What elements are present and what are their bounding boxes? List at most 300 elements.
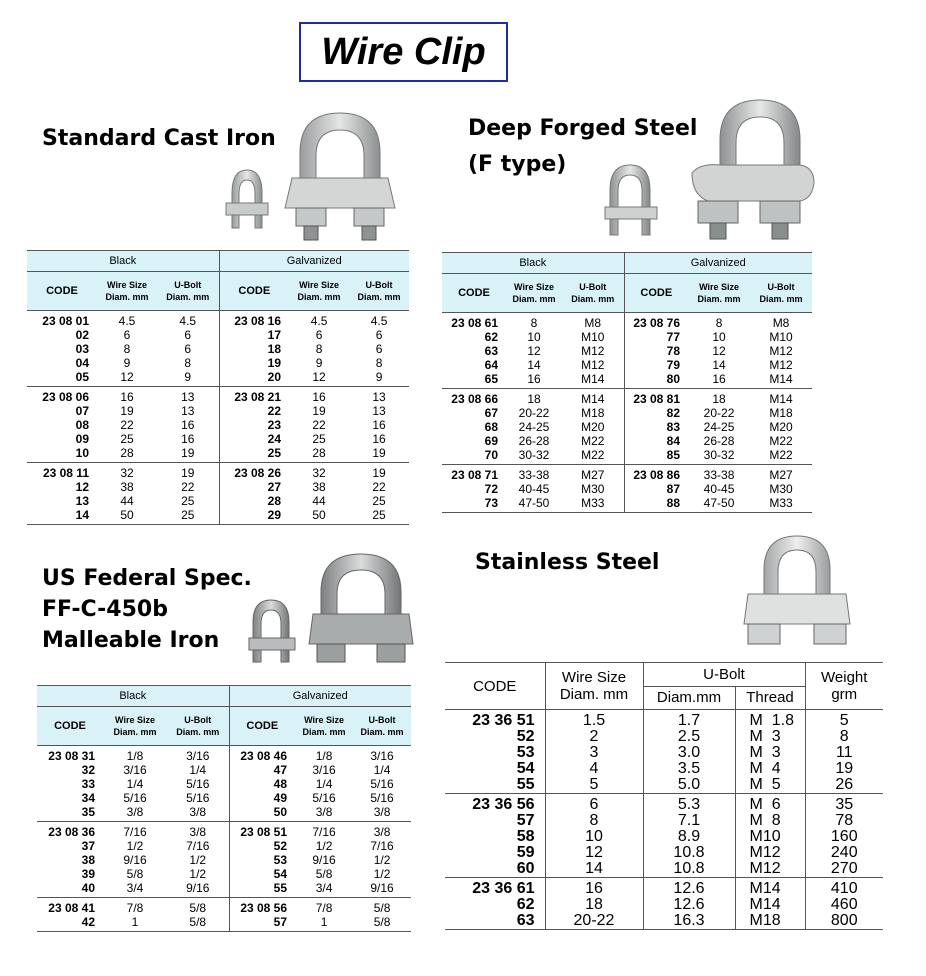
code-cell: 23 08 36 xyxy=(48,825,95,839)
thread-cell: M18 xyxy=(735,913,805,930)
table-row xyxy=(442,406,812,420)
code-cell: 60 xyxy=(445,861,545,878)
code-cell: 19 xyxy=(219,356,289,370)
code-cell: 23 08 41 xyxy=(48,901,95,915)
ubolt-cell: M27 xyxy=(769,468,793,482)
ubolt-cell: 25 xyxy=(349,508,409,525)
weight-cell: 800 xyxy=(805,913,883,930)
wire-size-cell: 5/16 xyxy=(312,791,336,805)
header-line: Diam. mm xyxy=(302,727,346,737)
code-cell: 04 xyxy=(75,356,89,370)
table-row xyxy=(27,328,409,342)
table-row xyxy=(442,330,812,344)
code-cell: 34 xyxy=(81,791,95,805)
wire-size-cell: 1/2 xyxy=(315,839,333,853)
wire-size-cell: 4 xyxy=(545,761,643,777)
wire-size-cell: 8 xyxy=(530,316,538,330)
ubolt-cell: M33 xyxy=(562,496,624,513)
table-row xyxy=(27,356,409,370)
table-row xyxy=(27,342,409,356)
ubolt-cell: 8 xyxy=(184,356,192,370)
wire-size-cell: 50 xyxy=(289,508,349,525)
column-header-code: CODE xyxy=(37,707,103,746)
column-header-weight xyxy=(805,663,883,710)
table-row xyxy=(37,763,411,777)
ubolt-diam-cell: 7.1 xyxy=(643,813,735,829)
table-row xyxy=(37,898,411,916)
code-cell: 53 xyxy=(229,853,295,867)
code-cell: 02 xyxy=(75,328,89,342)
wire-size-cell: 4.5 xyxy=(118,314,136,328)
column-header-ubolt: U-Bolt xyxy=(643,663,805,687)
ubolt-diam-cell: 10.8 xyxy=(643,861,735,878)
code-cell: 62 xyxy=(516,896,535,913)
table-row xyxy=(442,389,812,407)
ubolt-cell: 4.5 xyxy=(179,314,197,328)
column-header-ubolt xyxy=(349,272,409,311)
code-cell: 59 xyxy=(516,844,535,861)
table-row xyxy=(445,710,883,730)
code-cell: 52 xyxy=(516,728,535,745)
wire-size-cell: 2 xyxy=(545,729,643,745)
column-header-ubolt xyxy=(750,274,812,313)
ubolt-cell: M10 xyxy=(581,330,605,344)
wire-size-cell: 3/16 xyxy=(123,763,147,777)
ubolt-cell: 9/16 xyxy=(353,881,411,898)
wire-size-cell: 33-38 xyxy=(518,468,550,482)
table-row xyxy=(37,746,411,764)
heading-line: Stainless Steel xyxy=(475,550,660,575)
ubolt-cell: 25 xyxy=(157,508,219,525)
wire-size-cell: 6 xyxy=(545,794,643,814)
weight-cell: 8 xyxy=(805,729,883,745)
wire-size-cell: 5/8 xyxy=(126,867,144,881)
table-row xyxy=(442,482,812,496)
ubolt-cell: 1/2 xyxy=(189,853,207,867)
code-cell: 03 xyxy=(75,342,89,356)
ubolt-cell: M33 xyxy=(750,496,812,513)
code-cell: 49 xyxy=(229,791,295,805)
code-cell: 35 xyxy=(37,805,103,822)
wire-size-cell: 12 xyxy=(712,344,726,358)
wire-size-cell: 40-45 xyxy=(703,482,735,496)
wire-size-cell: 3/4 xyxy=(295,881,353,898)
header-line: Diam. mm xyxy=(697,294,741,304)
code-cell: 05 xyxy=(27,370,97,387)
wire-size-cell: 24-25 xyxy=(703,420,735,434)
wire-size-cell: 28 xyxy=(97,446,157,463)
wire-size-cell: 47-50 xyxy=(688,496,750,513)
ubolt-cell: 9 xyxy=(349,370,409,387)
table-row xyxy=(442,344,812,358)
heading-federal xyxy=(42,563,252,656)
table-row xyxy=(27,387,409,405)
code-cell: 23 08 01 xyxy=(42,314,89,328)
wire-size-cell: 12 xyxy=(97,370,157,387)
ubolt-cell: 5/8 xyxy=(353,915,411,932)
code-cell: 17 xyxy=(219,328,289,342)
code-cell: 23 08 16 xyxy=(219,311,289,329)
code-cell: 78 xyxy=(624,344,688,358)
weight-cell: 19 xyxy=(805,761,883,777)
wire-size-cell: 12 xyxy=(289,370,349,387)
column-header-ubolt xyxy=(353,707,411,746)
group-header: Galvanized xyxy=(624,253,812,274)
ubolt-cell: 6 xyxy=(375,328,383,342)
thread-cell: M12 xyxy=(735,861,805,878)
wire-size-cell: 16 xyxy=(545,878,643,898)
wire-size-cell: 7/8 xyxy=(315,901,333,915)
code-cell: 68 xyxy=(484,420,498,434)
wire-size-cell: 40-45 xyxy=(518,482,550,496)
ubolt-cell: M12 xyxy=(769,344,793,358)
code-cell: 23 08 11 xyxy=(42,466,89,480)
table-row xyxy=(445,813,883,829)
table-row xyxy=(27,508,409,525)
code-cell: 57 xyxy=(516,812,535,829)
code-cell: 23 08 06 xyxy=(42,390,89,404)
wire-size-cell: 8 xyxy=(123,342,131,356)
header-line: Diam. mm xyxy=(759,294,803,304)
header-line: Wire Size xyxy=(107,280,147,290)
code-cell: 50 xyxy=(229,805,295,822)
ubolt-cell: 19 xyxy=(349,446,409,463)
wire-size-cell: 1 xyxy=(103,915,167,932)
wire-size-cell: 9 xyxy=(123,356,131,370)
weight-cell: 460 xyxy=(805,897,883,913)
table-row xyxy=(445,861,883,878)
wire-size-cell: 14 xyxy=(545,861,643,878)
table-row xyxy=(445,878,883,898)
code-cell: 22 xyxy=(219,404,289,418)
title-box xyxy=(299,22,508,82)
code-cell: 23 08 56 xyxy=(229,898,295,916)
table-row xyxy=(445,913,883,930)
code-cell: 54 xyxy=(516,760,535,777)
code-cell: 48 xyxy=(229,777,295,791)
wire-size-cell: 18 xyxy=(545,897,643,913)
code-cell: 23 08 71 xyxy=(451,468,498,482)
ubolt-cell: 13 xyxy=(181,404,195,418)
code-cell: 63 xyxy=(484,344,498,358)
standard-catalog-table xyxy=(27,250,409,525)
ubolt-cell: 3/8 xyxy=(167,805,229,822)
ubolt-cell: 9/16 xyxy=(167,881,229,898)
ubolt-cell: 5/16 xyxy=(186,777,210,791)
wire-size-cell: 7/16 xyxy=(123,825,147,839)
wire-size-cell: 8 xyxy=(315,342,323,356)
wire-size-cell: 20-22 xyxy=(545,913,643,930)
code-cell: 20 xyxy=(219,370,289,387)
wire-size-cell: 19 xyxy=(312,404,326,418)
ubolt-cell: M8 xyxy=(772,316,790,330)
wire-size-cell: 3/16 xyxy=(312,763,336,777)
wire-size-cell: 3/4 xyxy=(103,881,167,898)
code-cell: 88 xyxy=(624,496,688,513)
code-cell: 29 xyxy=(219,508,289,525)
code-cell: 62 xyxy=(484,330,498,344)
header-line: Wire Size xyxy=(299,280,339,290)
code-cell: 23 08 66 xyxy=(451,392,498,406)
table-row xyxy=(442,372,812,389)
ubolt-diam-cell: 10.8 xyxy=(643,845,735,861)
heading-stainless xyxy=(475,548,659,578)
wire-size-cell: 22 xyxy=(120,418,134,432)
wire-clip-stainless-image xyxy=(742,532,852,652)
code-cell: 27 xyxy=(219,480,289,494)
wire-size-cell: 6 xyxy=(315,328,323,342)
column-header-code: CODE xyxy=(229,707,295,746)
table-row xyxy=(442,434,812,448)
table-row xyxy=(442,313,812,331)
wire-size-cell: 5/8 xyxy=(315,867,333,881)
ubolt-cell: 16 xyxy=(372,418,386,432)
wire-size-cell: 1/4 xyxy=(315,777,333,791)
code-cell: 70 xyxy=(442,448,506,465)
wire-size-cell: 50 xyxy=(97,508,157,525)
table-row xyxy=(27,370,409,387)
thread-cell: M14 xyxy=(735,878,805,898)
wire-size-cell: 14 xyxy=(712,358,726,372)
table-row xyxy=(27,446,409,463)
table-row xyxy=(442,496,812,513)
ubolt-cell: 22 xyxy=(181,480,195,494)
wire-size-cell: 12 xyxy=(545,845,643,861)
code-cell: 23 08 81 xyxy=(624,389,688,407)
ubolt-cell: 16 xyxy=(372,432,386,446)
table-row xyxy=(37,915,411,932)
ubolt-cell: 8 xyxy=(375,356,383,370)
code-cell: 07 xyxy=(75,404,89,418)
column-header-code: CODE xyxy=(442,274,506,313)
ubolt-cell: M30 xyxy=(581,482,605,496)
code-cell: 67 xyxy=(484,406,498,420)
wire-size-cell: 1/2 xyxy=(126,839,144,853)
ubolt-cell: M30 xyxy=(769,482,793,496)
weight-cell: 11 xyxy=(805,745,883,761)
code-cell: 23 08 21 xyxy=(219,387,289,405)
heading-line: (F type) xyxy=(468,152,567,177)
ubolt-cell: 3/8 xyxy=(189,825,207,839)
ubolt-cell: 25 xyxy=(181,494,195,508)
wire-size-cell: 44 xyxy=(312,494,326,508)
code-cell: 23 08 76 xyxy=(624,313,688,331)
wire-size-cell: 33-38 xyxy=(703,468,735,482)
column-header-ubolt xyxy=(562,274,624,313)
wire-size-cell: 9 xyxy=(315,356,323,370)
ubolt-cell: 13 xyxy=(372,404,386,418)
ubolt-cell: M12 xyxy=(581,344,605,358)
ubolt-cell: M22 xyxy=(769,434,793,448)
ubolt-cell: M10 xyxy=(769,330,793,344)
wire-size-cell: 19 xyxy=(120,404,134,418)
weight-cell: 35 xyxy=(805,794,883,814)
table-row xyxy=(37,777,411,791)
code-cell: 23 xyxy=(219,418,289,432)
table-row xyxy=(442,420,812,434)
wire-size-cell: 24-25 xyxy=(518,420,550,434)
header-line: Diam. mm xyxy=(297,292,341,302)
weight-cell: 160 xyxy=(805,829,883,845)
code-cell: 63 xyxy=(445,913,545,930)
wire-size-cell: 3/8 xyxy=(103,805,167,822)
wire-clip-cast-iron-image xyxy=(220,108,420,243)
thread-cell: M 8 xyxy=(735,813,805,829)
thread-cell: M 6 xyxy=(735,794,805,814)
heading-line: Standard Cast Iron xyxy=(42,126,276,151)
code-cell: 83 xyxy=(624,420,688,434)
table-row xyxy=(37,822,411,840)
ubolt-diam-cell: 16.3 xyxy=(643,913,735,930)
ubolt-diam-cell: 3.0 xyxy=(643,745,735,761)
header-line: Weight xyxy=(821,669,868,686)
ubolt-cell: M18 xyxy=(769,406,793,420)
header-line: U-Bolt xyxy=(174,280,202,290)
table-row xyxy=(445,777,883,794)
table-federal xyxy=(37,685,411,932)
ubolt-cell: 6 xyxy=(375,342,383,356)
table-row xyxy=(37,805,411,822)
ubolt-cell: M12 xyxy=(581,358,605,372)
code-cell: 24 xyxy=(219,432,289,446)
table-row xyxy=(442,358,812,372)
column-header-wire xyxy=(688,274,750,313)
code-cell: 12 xyxy=(75,480,89,494)
table-row xyxy=(445,845,883,861)
column-header-code: CODE xyxy=(27,272,97,311)
ubolt-cell: M22 xyxy=(750,448,812,465)
table-row xyxy=(27,480,409,494)
code-cell: 18 xyxy=(219,342,289,356)
weight-cell: 410 xyxy=(805,878,883,898)
header-line: Diam. mm xyxy=(360,727,404,737)
wire-size-cell: 1/8 xyxy=(126,749,144,763)
weight-cell: 270 xyxy=(805,861,883,878)
code-cell: 32 xyxy=(81,763,95,777)
thread-cell: M10 xyxy=(735,829,805,845)
wire-clip-malleable-iron-image xyxy=(245,552,415,672)
ubolt-cell: 19 xyxy=(181,466,195,480)
table-row xyxy=(445,729,883,745)
header-line: Diam. mm xyxy=(512,294,556,304)
code-cell: 23 08 26 xyxy=(219,463,289,481)
code-cell: 64 xyxy=(484,358,498,372)
heading-line: FF-C-450b xyxy=(42,597,168,622)
weight-cell: 78 xyxy=(805,813,883,829)
code-cell: 23 08 51 xyxy=(229,822,295,840)
wire-size-cell: 30-32 xyxy=(688,448,750,465)
code-cell: 10 xyxy=(27,446,97,463)
code-cell: 25 xyxy=(219,446,289,463)
header-line: Diam. mm xyxy=(166,292,210,302)
wire-size-cell: 5/16 xyxy=(123,791,147,805)
header-line: Diam. mm xyxy=(105,292,149,302)
wire-size-cell: 1/8 xyxy=(315,749,333,763)
wire-size-cell: 47-50 xyxy=(506,496,562,513)
header-line: U-Bolt xyxy=(579,282,607,292)
ubolt-diam-cell: 3.5 xyxy=(643,761,735,777)
header-line: Wire Size xyxy=(115,715,155,725)
ubolt-cell: 3/8 xyxy=(353,805,411,822)
ubolt-diam-cell: 8.9 xyxy=(643,829,735,845)
wire-size-cell: 25 xyxy=(120,432,134,446)
wire-size-cell: 3 xyxy=(545,745,643,761)
ubolt-cell: 19 xyxy=(157,446,219,463)
header-line: Diam. mm xyxy=(357,292,401,302)
code-cell: 39 xyxy=(81,867,95,881)
table-row xyxy=(37,791,411,805)
code-cell: 57 xyxy=(229,915,295,932)
ubolt-cell: 25 xyxy=(372,494,386,508)
column-header-code: CODE xyxy=(624,274,688,313)
ubolt-cell: 6 xyxy=(184,328,192,342)
code-cell: 23 08 86 xyxy=(624,465,688,483)
code-cell: 33 xyxy=(81,777,95,791)
wire-size-cell: 1.5 xyxy=(545,710,643,730)
ubolt-cell: 16 xyxy=(181,418,195,432)
code-cell: 08 xyxy=(75,418,89,432)
weight-cell: 26 xyxy=(805,777,883,794)
wire-size-cell: 20-22 xyxy=(518,406,550,420)
group-header: Black xyxy=(37,686,229,707)
ubolt-cell: M14 xyxy=(562,372,624,389)
ubolt-cell: M14 xyxy=(581,392,605,406)
heading-line: US Federal Spec. xyxy=(42,566,252,591)
code-cell: 52 xyxy=(229,839,295,853)
ubolt-cell: 4.5 xyxy=(370,314,388,328)
wire-size-cell: 16 xyxy=(120,390,134,404)
code-cell: 79 xyxy=(624,358,688,372)
table-row xyxy=(442,465,812,483)
wire-size-cell: 10 xyxy=(712,330,726,344)
ubolt-cell: 1/4 xyxy=(189,763,207,777)
code-cell: 09 xyxy=(75,432,89,446)
ubolt-cell: 5/8 xyxy=(167,915,229,932)
page-title: Wire Clip xyxy=(321,30,486,73)
wire-size-cell: 20-22 xyxy=(703,406,735,420)
code-cell: 53 xyxy=(516,744,535,761)
code-cell: 82 xyxy=(624,406,688,420)
wire-size-cell: 18 xyxy=(712,392,726,406)
table-row xyxy=(27,311,409,329)
ubolt-diam-cell: 2.5 xyxy=(643,729,735,745)
header-line: Diam. mm xyxy=(559,686,629,703)
table-row xyxy=(37,867,411,881)
wire-size-cell: 18 xyxy=(527,392,541,406)
group-header: Black xyxy=(442,253,624,274)
ubolt-cell: 5/8 xyxy=(189,901,207,915)
column-header-wire xyxy=(545,663,643,710)
header-line: U-Bolt xyxy=(767,282,795,292)
ubolt-diam-cell: 5.0 xyxy=(643,777,735,794)
wire-size-cell: 12 xyxy=(527,344,541,358)
column-header-thread: Thread xyxy=(735,686,805,710)
wire-size-cell: 25 xyxy=(312,432,326,446)
ubolt-cell: 5/8 xyxy=(373,901,391,915)
column-header-code: CODE xyxy=(219,272,289,311)
ubolt-cell: M8 xyxy=(584,316,602,330)
table-row xyxy=(445,897,883,913)
table-row xyxy=(445,745,883,761)
stainless-catalog-table xyxy=(445,662,883,930)
ubolt-cell: 1/4 xyxy=(373,763,391,777)
ubolt-cell: M14 xyxy=(769,392,793,406)
header-line: Wire Size xyxy=(699,282,739,292)
code-cell: 72 xyxy=(484,482,498,496)
ubolt-cell: 5/16 xyxy=(186,791,210,805)
ubolt-cell: M12 xyxy=(769,358,793,372)
wire-size-cell: 9/16 xyxy=(312,853,336,867)
